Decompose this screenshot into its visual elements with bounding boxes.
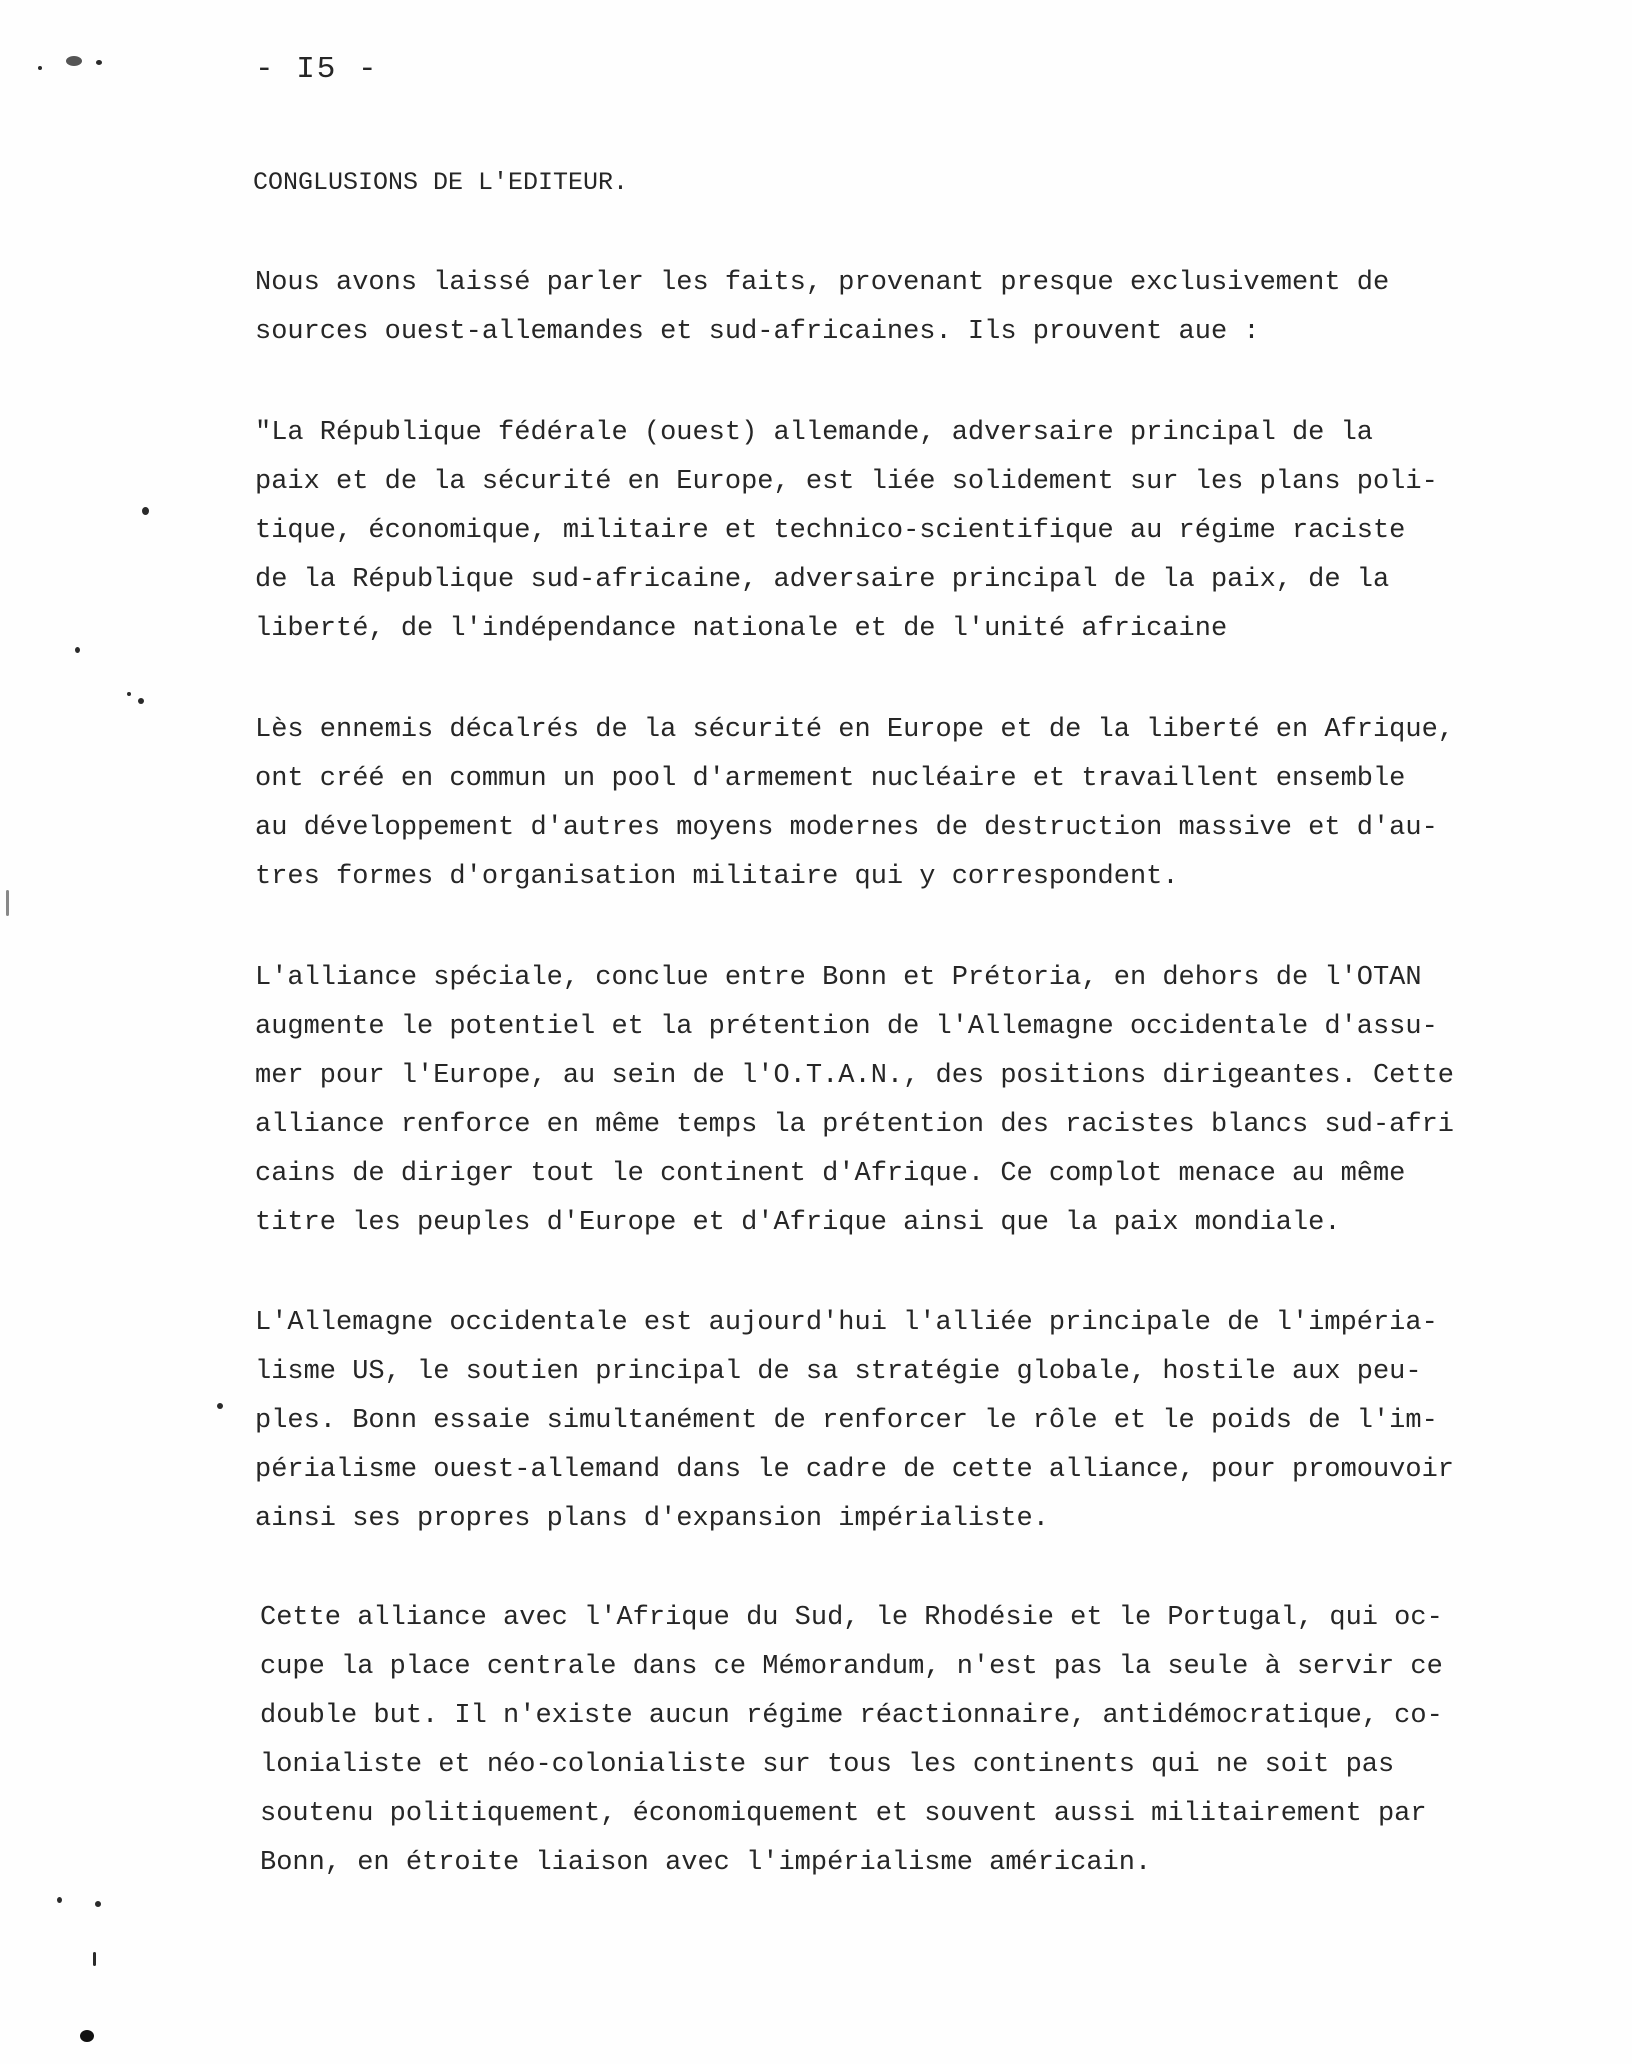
text-line: Lès ennemis décalrés de la sécurité en Europe et de la liberté en Afrique, bbox=[255, 715, 1454, 745]
paragraph bbox=[255, 706, 1632, 902]
scan-speck bbox=[66, 56, 82, 66]
scan-speck bbox=[38, 66, 42, 70]
text-line: Nous avons laissé parler les faits, provenant presque exclusivement de bbox=[255, 268, 1390, 298]
paragraph bbox=[255, 259, 1632, 357]
text-line: de la République sud-africaine, adversaire principal de la paix, de la bbox=[255, 565, 1390, 595]
paragraph bbox=[255, 409, 1632, 654]
text-line: au développement d'autres moyens modernes de destruction massive et d'au- bbox=[255, 813, 1438, 843]
text-line: mer pour l'Europe, au sein de l'O.T.A.N., des positions dirigeantes. Cette bbox=[255, 1061, 1454, 1091]
text-line: sources ouest-allemandes et sud-africaines. Ils prouvent aue : bbox=[255, 317, 1260, 347]
text-line: ainsi ses propres plans d'expansion impérialiste. bbox=[255, 1504, 1049, 1534]
paragraph bbox=[255, 954, 1632, 1248]
scan-speck bbox=[75, 647, 80, 653]
scan-speck bbox=[142, 507, 149, 515]
text-line: cains de diriger tout le continent d'Afrique. Ce complot menace au même bbox=[255, 1159, 1406, 1189]
text-line: titre les peuples d'Europe et d'Afrique ainsi que la paix mondiale. bbox=[255, 1208, 1341, 1238]
text-line: cupe la place centrale dans ce Mémorandum, n'est pas la seule à servir ce bbox=[260, 1652, 1443, 1682]
scan-speck bbox=[217, 1403, 223, 1409]
scan-speck bbox=[95, 1901, 101, 1907]
text-line: périalisme ouest-allemand dans le cadre de cette alliance, pour promouvoir bbox=[255, 1455, 1454, 1485]
text-line: double but. Il n'existe aucun régime réactionnaire, antidémocratique, co- bbox=[260, 1701, 1443, 1731]
text-line: liberté, de l'indépendance nationale et de l'unité africaine bbox=[255, 614, 1228, 644]
text-line: tres formes d'organisation militaire qui y correspondent. bbox=[255, 862, 1179, 892]
text-line: alliance renforce en même temps la prétention des racistes blancs sud-afri bbox=[255, 1110, 1454, 1140]
text-line: paix et de la sécurité en Europe, est liée solidement sur les plans poli- bbox=[255, 467, 1438, 497]
text-line: "La République fédérale (ouest) allemande, adversaire principal de la bbox=[255, 418, 1373, 448]
text-line: augmente le potentiel et la prétention de l'Allemagne occidentale d'assu- bbox=[255, 1012, 1438, 1042]
scan-speck bbox=[93, 1952, 96, 1966]
text-line: soutenu politiquement, économiquement et souvent aussi militairement par bbox=[260, 1799, 1427, 1829]
text-line: L'Allemagne occidentale est aujourd'hui l'alliée principale de l'impéria- bbox=[255, 1308, 1438, 1338]
text-line: lisme US, le soutien principal de sa stratégie globale, hostile aux peu- bbox=[255, 1357, 1422, 1387]
text-line: Bonn, en étroite liaison avec l'impérialisme américain. bbox=[260, 1848, 1152, 1878]
text-line: ont créé en commun un pool d'armement nucléaire et travaillent ensemble bbox=[255, 764, 1406, 794]
text-line: tique, économique, militaire et technico-scientifique au régime raciste bbox=[255, 516, 1406, 546]
text-line: L'alliance spéciale, conclue entre Bonn et Prétoria, en dehors de l'OTAN bbox=[255, 963, 1422, 993]
scan-speck bbox=[138, 698, 144, 704]
scan-speck bbox=[127, 692, 131, 696]
paragraph bbox=[260, 1594, 1632, 1888]
scan-speck bbox=[57, 1897, 62, 1903]
text-line: lonialiste et néo-colonialiste sur tous les continents qui ne soit pas bbox=[260, 1750, 1395, 1780]
scan-speck bbox=[96, 60, 102, 65]
text-line: Cette alliance avec l'Afrique du Sud, le Rhodésie et le Portugal, qui oc- bbox=[260, 1603, 1443, 1633]
text-line: ples. Bonn essaie simultanément de renforcer le rôle et le poids de l'im- bbox=[255, 1406, 1438, 1436]
paragraph bbox=[255, 1299, 1632, 1544]
page-number: - I5 - bbox=[255, 52, 379, 87]
section-heading: CONGLUSIONS DE L'EDITEUR. bbox=[253, 168, 629, 197]
scan-speck bbox=[6, 890, 9, 916]
scan-speck bbox=[80, 2030, 94, 2042]
